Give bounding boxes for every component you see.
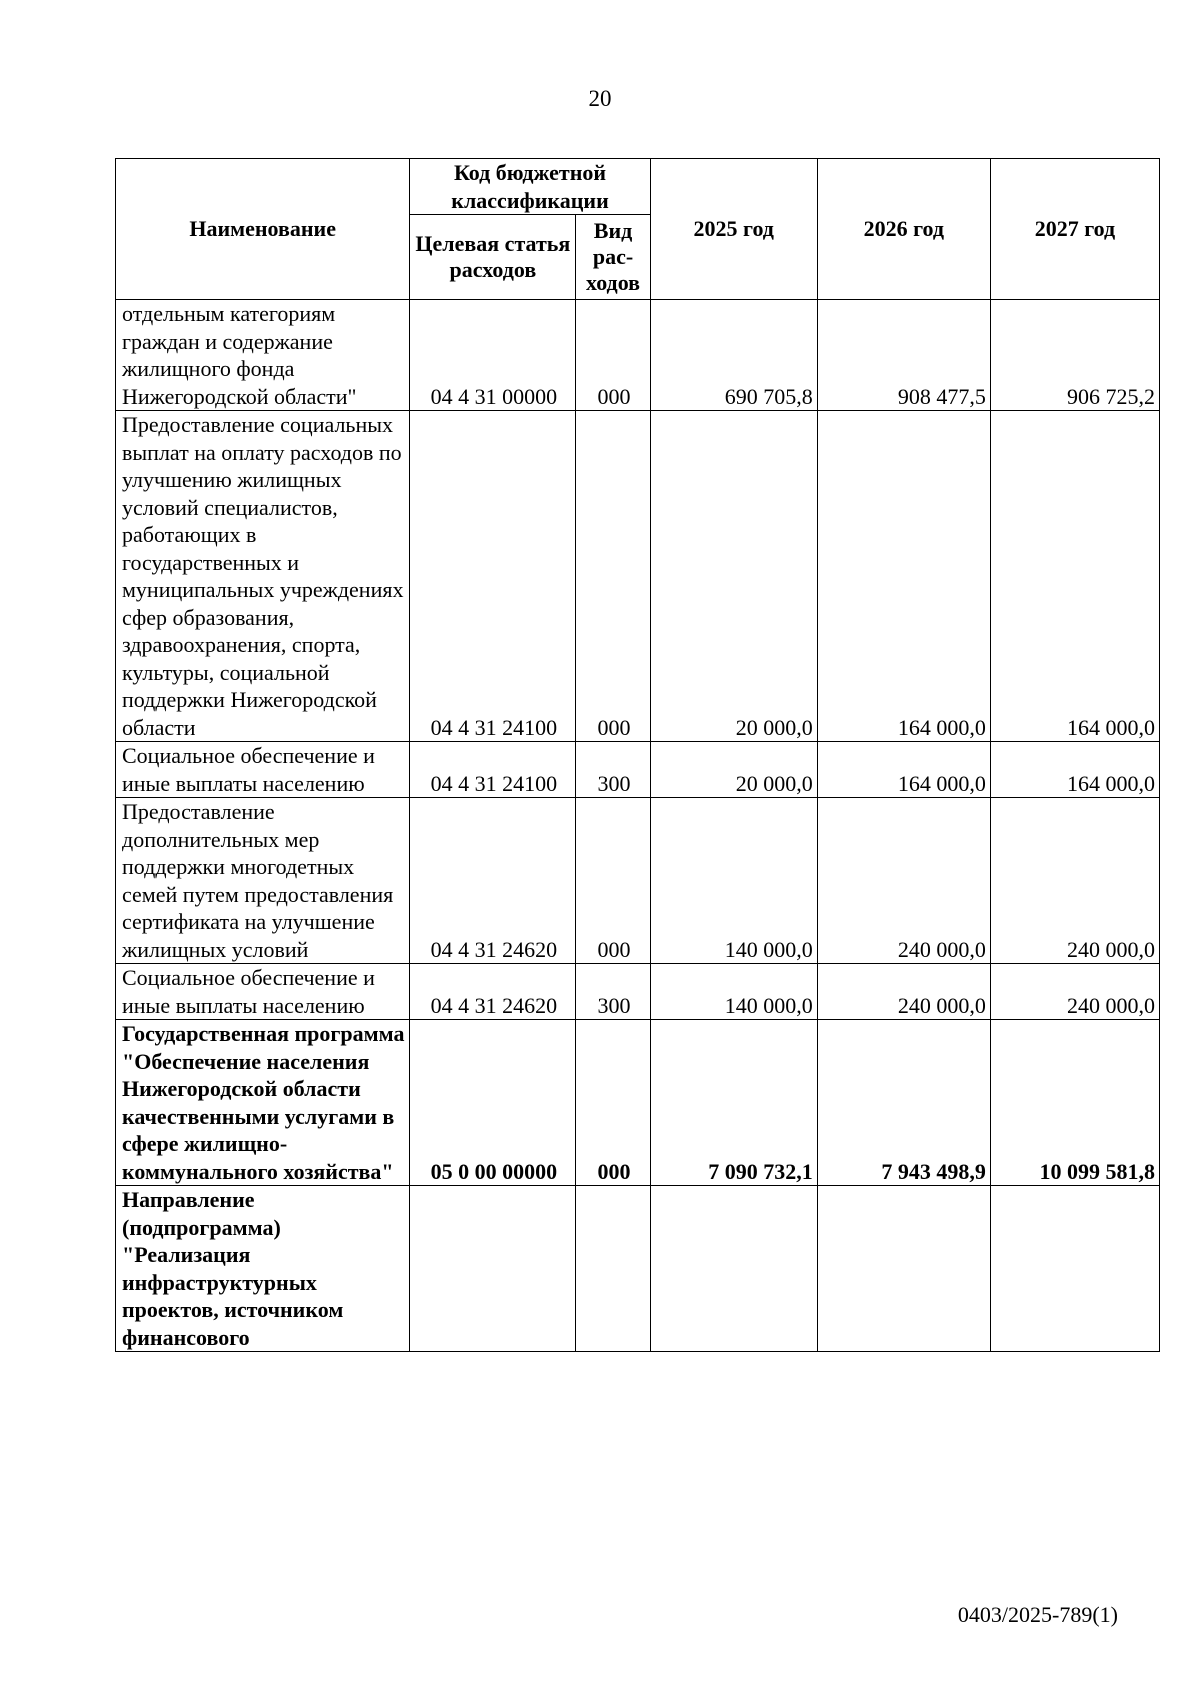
table-row — [116, 1020, 1160, 1186]
header-target-article: Целевая статья расходов — [410, 215, 576, 300]
row-2025: 20 000,0 — [650, 742, 817, 798]
row-2027: 164 000,0 — [990, 742, 1159, 798]
row-target — [410, 1186, 576, 1352]
table-row — [116, 411, 1160, 742]
row-2025: 7 090 732,1 — [650, 1020, 817, 1186]
row-kind: 300 — [576, 964, 650, 1020]
table-row — [116, 742, 1160, 798]
row-target: 04 4 31 24100 — [410, 411, 576, 742]
header-year-2026: 2026 год — [817, 159, 990, 300]
row-name: отдельным категориям граждан и содержание жилищного фонда Нижегородской области" — [116, 300, 410, 411]
row-2025 — [650, 1186, 817, 1352]
row-2027: 240 000,0 — [990, 964, 1159, 1020]
row-2026: 240 000,0 — [817, 798, 990, 964]
row-target: 05 0 00 00000 — [410, 1020, 576, 1186]
header-year-2027: 2027 год — [990, 159, 1159, 300]
row-2026: 908 477,5 — [817, 300, 990, 411]
page-number: 20 — [588, 86, 612, 111]
header-name: Наименование — [116, 159, 410, 300]
table-row — [116, 964, 1160, 1020]
row-2026: 240 000,0 — [817, 964, 990, 1020]
row-name: Предоставление социальных выплат на оплату расходов по улучшению жилищных условий специалистов, работающих в государственных и муниципальных учреждениях сфер образования, здравоохранения, спорта, культуры, социальной поддержки Нижегородской области — [116, 411, 410, 742]
row-2027: 240 000,0 — [990, 798, 1159, 964]
row-target: 04 4 31 24620 — [410, 798, 576, 964]
row-target: 04 4 31 24100 — [410, 742, 576, 798]
header-code-group: Код бюджетной классификации — [410, 159, 650, 215]
row-target: 04 4 31 00000 — [410, 300, 576, 411]
row-kind: 000 — [576, 300, 650, 411]
row-name: Социальное обеспечение и иные выплаты населению — [116, 742, 410, 798]
table-row — [116, 1186, 1160, 1352]
row-target: 04 4 31 24620 — [410, 964, 576, 1020]
row-2027 — [990, 1186, 1159, 1352]
row-kind: 000 — [576, 798, 650, 964]
table-row — [116, 798, 1160, 964]
row-2025: 20 000,0 — [650, 411, 817, 742]
table-header — [116, 159, 1160, 300]
row-2025: 690 705,8 — [650, 300, 817, 411]
row-2026: 164 000,0 — [817, 742, 990, 798]
budget-table — [115, 158, 1160, 1352]
row-name: Направление (подпрограмма) "Реализация инфраструктурных проектов, источником финансового — [116, 1186, 410, 1352]
row-name: Предоставление дополнительных мер поддержки многодетных семей путем предоставления сертификата на улучшение жилищных условий — [116, 798, 410, 964]
row-2026: 164 000,0 — [817, 411, 990, 742]
row-2026: 7 943 498,9 — [817, 1020, 990, 1186]
row-2027: 164 000,0 — [990, 411, 1159, 742]
row-2025: 140 000,0 — [650, 964, 817, 1020]
row-name: Социальное обеспечение и иные выплаты населению — [116, 964, 410, 1020]
row-kind: 000 — [576, 411, 650, 742]
header-expense-kind: Вид рас-ходов — [576, 215, 650, 300]
row-kind: 300 — [576, 742, 650, 798]
row-2026 — [817, 1186, 990, 1352]
row-2027: 10 099 581,8 — [990, 1020, 1159, 1186]
row-kind — [576, 1186, 650, 1352]
row-kind: 000 — [576, 1020, 650, 1186]
table-row — [116, 300, 1160, 411]
header-year-2025: 2025 год — [650, 159, 817, 300]
document-code: 0403/2025-789(1) — [957, 1602, 1118, 1627]
row-2027: 906 725,2 — [990, 300, 1159, 411]
row-2025: 140 000,0 — [650, 798, 817, 964]
row-name: Государственная программа "Обеспечение населения Нижегородской области качественными услугами в сфере жилищно-коммунального хозяйства" — [116, 1020, 410, 1186]
